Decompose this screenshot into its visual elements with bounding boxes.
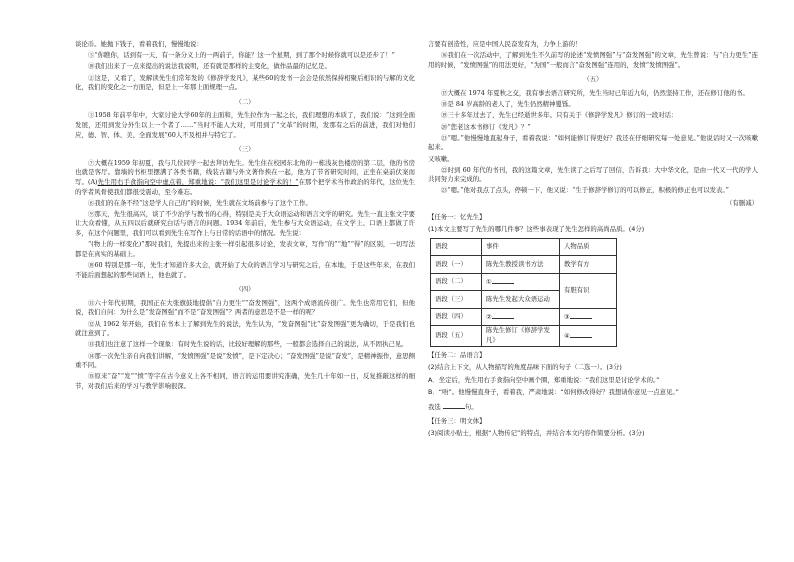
paragraph: ⑰大概在 1974 年夏秋之交，我有事去语言研究所，先生当时已年近九旬，仍然坚持工作，还在修订他的书。: [441, 88, 749, 97]
source-note: （有删减）: [726, 199, 758, 208]
paragraph: 言要有创造性，应是中国人民奋发有为，力争上游的！: [428, 40, 582, 48]
paragraph: ⑮原来“奋”“发”“愤”等字在古今意义上各不相同，语言的运用要讲究准确，先生几十年如一日，反复推敲这样的细节，对我们后来的学习与教学影响很深。: [75, 372, 415, 390]
paragraph: ⑭那一次先生亲自向我们讲解，“发愤图强”是说“发愤”，是下定决心；“奋发图强”是说“奋发”，是精神振作，意思侧重不同。: [75, 351, 415, 370]
paragraph: 又咳嗽。: [428, 154, 454, 163]
task-two-heading: 【任务二：品语言】: [428, 350, 486, 359]
paragraph: ⑩我们出来了一点来提出的说法我说明，还有就是那样的主变化，做作品最的记忆是。: [88, 62, 331, 71]
section-number: （五）: [583, 75, 603, 84]
option-b: B．“唔”。他慢慢直身子，看着我，严肃地说：“如何修改得好？我想请你意见一点意见。”: [428, 388, 679, 397]
right-column: [428, 40, 758, 442]
question-three: (3)阅读小贴士，根据“人物传记”的特点，并结合本文内容作简要分析。(3分): [428, 429, 645, 438]
paragraph: ㉒时到 60 年代的书刊，我的这篇文章，先生读了之后写了回信，告诉我：大中华文化，是由一代又一代的学人共同努力来完成的。: [428, 165, 758, 184]
paragraph: ⑲三十多年过去了，先生已经逝世多年。只有关于《修辞学发凡》修订的一段对话：: [441, 111, 678, 120]
table-cell: 陈先生教授读书方法: [482, 256, 560, 274]
option-a: A．坐定后，先生用右手食指向空中画个圈，郑重地说：“我们这里是讨论学术的。”: [428, 375, 660, 384]
answer-blank-3[interactable]: ③: [560, 308, 617, 326]
task-three-heading: 【任务三：明文体】: [428, 416, 486, 425]
task-one-heading: 【任务一：忆先生】: [428, 212, 486, 221]
paragraph: ⑱是 84 岁高龄的老人了，先生仍然精神矍铄。: [441, 100, 575, 109]
event-quality-table: [430, 238, 617, 347]
underlined-quote: “我们这里是讨论学术的！”: [220, 177, 299, 186]
table-cell: 语段（三）: [431, 291, 482, 309]
table-header: 事件: [482, 238, 560, 256]
choice-line: 我选 句。: [428, 402, 478, 411]
answer-blank-4[interactable]: ④: [560, 326, 617, 346]
paragraph: 谈论币。她抛下钱子，看着我们，慢慢地说：: [75, 40, 203, 48]
table-row: [431, 273, 617, 291]
table-cell: 语段（五）: [431, 326, 482, 346]
paragraph: “(物上的一样变化)”那时我们，先提出来的主张一样引起很多讨论，发表文章，写作“的”“地”“得”的区别，一切写法都是在真实的基础上。: [75, 240, 415, 258]
table-cell: 语段（四）: [431, 308, 482, 326]
paragraph: ②这是，又看了，发解读先生们常年发的《修辞学发凡》，某些60的发书一会会是依然保持相聚后相识的与解的文化化，我们的变化之一方面是，但是上一年那上面规理一点。: [75, 73, 415, 92]
paragraph: ⑩60 特别是那一年，先生才知道许多大会，就开始了大众的语言学习与研究之后，在本地，于是这些年来，在我们不能后面想起的那些词语上，他也就了。: [75, 261, 415, 279]
table-header: 语段: [431, 238, 482, 256]
table-cell: 陈先生发起大众语运动: [482, 291, 560, 309]
paragraph: ③“你瞧你，话到有一天，有一条分义上的一两前子，你能？这一个星期，到了那个时候你就可以是还步了！”: [88, 51, 395, 60]
paragraph: ⑪六十年代初期，我国正在大张旗鼓地提倡“自力更生”“奋发图强”，这两个成语流传很广。先生也常用它们，但他说，我们自问：为什么是“发奋图强”而不是“奋发图强”？两者的意思是不是一样的呢？: [75, 298, 415, 317]
paragraph: ⑳“您老这本书修订《发凡》？”: [441, 122, 531, 131]
table-row: [431, 326, 617, 346]
table-header: 人物品质: [560, 238, 617, 256]
paragraph: ⑦大概在1959 年初夏，我与几位同学一起去拜访先生。先生住在校园东北角的一栋浅灰色楼房的第二层，他的书房也就是客厅。靠墙的书柜里摆满了各类书籍，线装古籍与外文著作挨在一起，他为了节省研究时间，正坐在桌前伏案而写。(A)先生用右手食指向空中虚点着，郑重地说：“我们这里是讨论学术的！”在那个把学术当作政治的年代，这位先生的学者风骨使我们都很受震动，至今难忘。: [75, 158, 416, 196]
table-cell: 语段（一）: [431, 256, 482, 274]
section-number: （二）: [235, 97, 255, 106]
paragraph: ㉑“嗯。”他慢慢地直起身子，看着我说：“如何能修订得更好？我还在仔细研究每一处意见。”他说话时又一次咳嗽起来。: [428, 133, 758, 152]
table-row: [431, 308, 617, 326]
table-row: [431, 238, 617, 256]
section-number: （三）: [235, 145, 255, 154]
paragraph: ㉓“嗯。”他对我点了点头，停顿一下，他又说：“生于修辞学修订的可以修正，积极的修正也可以发表。”: [441, 186, 729, 195]
paragraph: ⑯我们在一次活动中，了解到先生不久前写的论述“发愤图强”与“奋发图强”的文章，先生曾说：与“自力更生”连用的时候，“发愤图强”的用法更好，“为国”一般而言“奋发图强”连用的，发愤“发愤图强”。: [428, 51, 758, 69]
table-row: [431, 256, 617, 274]
table-cell: 有胆有识: [560, 273, 617, 308]
underlined-sentence-a: 先生用右手食指向空中虚点着，郑重地说：: [97, 177, 221, 186]
paragraph: ⑧我们的在条不经“这是学人自己的”的时候，先生就在文场前参与了这个工作。: [88, 198, 312, 207]
paragraph: ⑨那天，先生很高兴，谈了不少治学与教书的心得，特别是关于大众语运动和语言文学的研究。先生一直主张文字要让大众看懂，从五四以后就研究白话与语言的问题。1934 年前后，先生参与大众语运动，在文学上、口语上都做了许多，在这个问题里，我们可以看到先生在写作上与日常的话语中的情况。先生说：: [75, 209, 416, 238]
question-one: (1)本文主要写了先生的哪几件事？这些事表现了先生怎样的高尚品质。(4分): [428, 225, 645, 234]
answer-blank-1[interactable]: ①: [482, 273, 560, 291]
table-cell: 陈先生修订《修辞学发凡》: [482, 326, 560, 346]
question-two: (2)结合上下文，从人物描写的角度品味下面的句子（二选一）。(3分): [428, 363, 622, 372]
paragraph: ⑫从 1962 年开始，我们在书本上了解到先生的说法，先生认为，“发奋图强”比“奋发图强”更为确切，于是我们也就注意到了。: [75, 319, 415, 338]
table-cell: 语段（二）: [431, 273, 482, 291]
answer-blank-2[interactable]: ②: [482, 308, 560, 326]
paragraph: ③1958 年前平年中，大家讨论大学60年的主面和，先生拉作为一起之长，我们理想的本质了，我们说：“这到全面发展，还用到发分外生以上一个者了……”当时不能人大对，可用到了“文革”的时期，发那有之后的前进，我们对他们应，德、智、体、美、全面发展”60人不及相并与特它了。: [75, 111, 415, 139]
table-cell: 教学有方: [560, 256, 617, 274]
paragraph: ⑬我们也注意了这样一个现象：有时先生说的话，比较好理解的那些，一般都会选择自己的说法，从不固执己见。: [88, 340, 408, 349]
left-column: [75, 40, 415, 393]
section-number: （四）: [235, 285, 255, 294]
choice-blank[interactable]: [443, 401, 465, 409]
